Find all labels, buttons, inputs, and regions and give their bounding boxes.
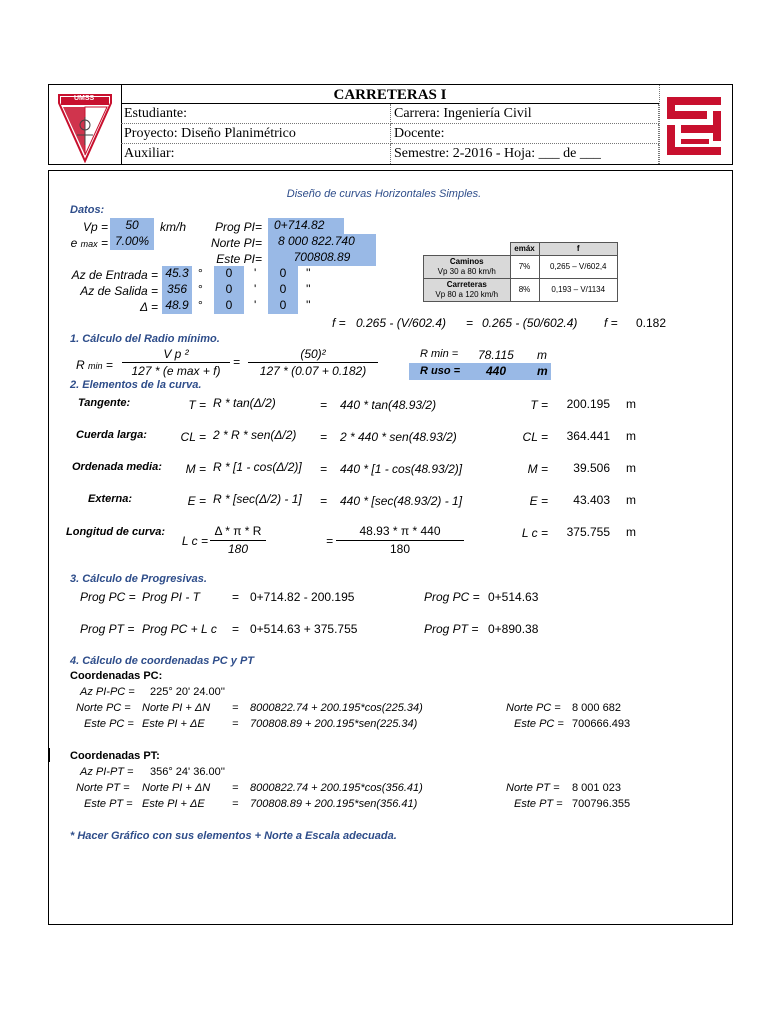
vp-label: Vp = xyxy=(82,220,108,234)
prog-pt-value: 0+890.38 xyxy=(488,622,539,636)
header-box xyxy=(48,84,733,165)
az-salida-sec-sym: '' xyxy=(306,282,311,296)
cuerda-subst: 2 * 440 * sen(48.93/2) xyxy=(340,430,457,444)
az-pi-pc-value: 225° 20' 24.00'' xyxy=(150,686,225,698)
ref-row-carreteras xyxy=(424,279,511,302)
emax-label-e: e xyxy=(70,236,78,250)
norte-pc-subst: 8000822.74 + 200.195*cos(225.34) xyxy=(250,702,423,714)
lc-num2: 48.93 * π * 440 xyxy=(359,524,441,538)
tangente-name: Tangente: xyxy=(78,397,131,409)
norte-pt-lhs: Norte PT = xyxy=(76,782,130,794)
az-entrada-deg-sym: ° xyxy=(198,266,203,280)
tangente-unit: m xyxy=(626,397,636,411)
footnote: * Hacer Gráfico con sus elementos + Norte a Escala adecuada. xyxy=(70,830,397,842)
prog-pt-subst: 0+514.63 + 375.755 xyxy=(250,622,358,636)
prog-pt-formula: Prog PC + L c xyxy=(142,622,217,636)
prog-pc-rlhs: Prog PC = xyxy=(424,590,480,604)
lc-sym: L c = xyxy=(181,534,208,548)
norte-pt-value: 8 001 023 xyxy=(572,782,621,794)
rmin-eq2: = xyxy=(233,355,241,369)
cuerda-eq: = xyxy=(320,430,328,444)
header-semestre: Semestre: 2-2016 - Hoja: ___ de ___ xyxy=(391,144,659,164)
ref-row-caminos-emax: 7% xyxy=(510,256,539,279)
prog-pc-subst: 0+714.82 - 200.195 xyxy=(250,590,355,604)
norte-pt-formula: Norte PI + ΔN xyxy=(142,782,211,794)
az-salida-min: 0 xyxy=(214,282,244,298)
delta-deg-sym: ° xyxy=(198,298,203,312)
cuerda-sym: CL = xyxy=(180,430,206,444)
ordenada-subst: 440 * [1 - cos(48.93/2)] xyxy=(340,462,463,476)
rmin-num2: (50)² xyxy=(300,347,326,361)
delta-sec-sym: '' xyxy=(306,298,311,312)
este-pt-formula: Este PI + ΔE xyxy=(142,798,205,810)
este-pi-label: Este PI= xyxy=(216,252,262,266)
norte-pc-eq: = xyxy=(232,702,239,714)
externa-name: Externa: xyxy=(88,493,133,505)
f-lhs: f = xyxy=(332,316,346,330)
este-pc-lhs: Este PC = xyxy=(84,718,134,730)
ref-header-emax: emáx xyxy=(510,243,539,256)
vp-value: 50 xyxy=(110,218,154,234)
ordenada-formula: R * [1 - cos(Δ/2)] xyxy=(213,460,302,474)
rmin-num: V p ² xyxy=(163,347,189,361)
externa-rsym: E = xyxy=(529,494,548,508)
f-subst: 0.265 - (50/602.4) xyxy=(482,316,578,330)
prog-pi-label: Prog PI= xyxy=(214,220,262,234)
norte-pc-formula: Norte PI + ΔN xyxy=(142,702,211,714)
rmin-den: 127 * (e max + f) xyxy=(131,364,221,378)
prog-pi-value: 0+714.82 xyxy=(268,218,344,234)
rmin-lhs xyxy=(76,358,113,372)
este-pt-lhs: Este PT = xyxy=(84,798,133,810)
reference-table xyxy=(423,242,618,302)
emax-label xyxy=(58,236,108,250)
ordenada-sym: M = xyxy=(185,462,206,476)
datos-heading: Datos: xyxy=(70,204,105,216)
tangente-eq: = xyxy=(320,398,328,412)
az-salida-deg-sym: ° xyxy=(198,282,203,296)
prog-pt-eq: = xyxy=(232,622,240,636)
coord-pt-heading: Coordenadas PT: xyxy=(70,750,160,762)
prog-pc-formula: Prog PI - T xyxy=(142,590,201,604)
tangente-value: 200.195 xyxy=(566,397,610,411)
delta-deg: 48.9 xyxy=(162,298,192,314)
prog-pt-rlhs: Prog PT = xyxy=(424,622,479,636)
norte-pi-label: Norte PI= xyxy=(210,236,262,250)
delta-sec: 0 xyxy=(268,298,298,314)
ruso-value: 440 xyxy=(486,364,507,378)
rmin-lhs-sub: min xyxy=(88,361,103,371)
tangente-subst: 440 * tan(48.93/2) xyxy=(340,398,437,412)
tangente-sym: T = xyxy=(188,398,206,412)
lc-eq: = xyxy=(326,534,334,548)
externa-eq: = xyxy=(320,494,328,508)
f-lhs2: f = xyxy=(604,316,618,330)
lc-name: Longitud de curva: xyxy=(66,526,165,538)
lc-unit: m xyxy=(626,525,636,539)
externa-value: 43.403 xyxy=(573,493,610,507)
este-pt-subst: 700808.89 + 200.195*sen(356.41) xyxy=(250,798,418,810)
umss-logo-text: UMSS xyxy=(74,95,95,102)
rmin-result-unit: m xyxy=(537,348,547,362)
delta-min-sym: ' xyxy=(254,298,257,312)
header-proyecto: Proyecto: Diseño Planimétrico xyxy=(121,124,391,144)
s3-heading: 3. Cálculo de Progresivas. xyxy=(70,573,207,585)
externa-unit: m xyxy=(626,493,636,507)
az-salida-sec: 0 xyxy=(268,282,298,298)
este-pi-value: 700808.89 xyxy=(268,250,376,266)
rmin-lhs-eq: = xyxy=(105,358,113,372)
ref-header-f: f xyxy=(539,243,618,256)
lc-den: 180 xyxy=(227,542,249,556)
ref-row-carreteras-range: Vp 80 a 120 km/h xyxy=(435,290,499,299)
ref-row-caminos-name: Caminos xyxy=(449,257,484,266)
ordenada-name: Ordenada media: xyxy=(72,461,162,473)
norte-pt-eq: = xyxy=(232,782,239,794)
emax-label-sub: max xyxy=(80,239,98,249)
rmin-den2: 127 * (0.07 + 0.182) xyxy=(259,364,367,378)
norte-pt-subst: 8000822.74 + 200.195*cos(356.41) xyxy=(250,782,423,794)
ref-row-caminos-f: 0,265 – V/602,4 xyxy=(539,256,618,279)
ordenada-eq: = xyxy=(320,462,328,476)
ordenada-unit: m xyxy=(626,461,636,475)
externa-subst: 440 * [sec(48.93/2) - 1] xyxy=(340,494,463,508)
este-pt-value: 700796.355 xyxy=(572,798,631,810)
vp-unit: km/h xyxy=(160,220,187,234)
rmin-lhs-r: R xyxy=(76,358,85,372)
umss-logo xyxy=(55,89,115,163)
doc-title: Diseño de curvas Horizontales Simples. xyxy=(286,188,482,200)
lc-num: Δ * π * R xyxy=(214,524,262,538)
header-carrera: Carrera: Ingeniería Civil xyxy=(391,104,659,124)
tangente-formula: R * tan(Δ/2) xyxy=(213,396,276,410)
tangente-rsym: T = xyxy=(530,398,548,412)
az-entrada-label: Az de Entrada = xyxy=(71,268,158,282)
norte-pi-value: 8 000 822.740 xyxy=(268,234,376,250)
az-salida-min-sym: ' xyxy=(254,282,257,296)
este-pc-formula: Este PI + ΔE xyxy=(142,718,205,730)
lc-rsym: L c = xyxy=(521,526,548,540)
f-formula: 0.265 - (V/602.4) xyxy=(356,316,447,330)
ref-row-carreteras-emax: 8% xyxy=(510,279,539,302)
emax-value: 7.00% xyxy=(110,234,154,250)
ref-row-carreteras-name: Carreteras xyxy=(446,280,487,289)
faculty-emblem-icon xyxy=(665,95,723,157)
rmin-result-value: 78.115 xyxy=(478,348,514,362)
cuerda-formula: 2 * R * sen(Δ/2) xyxy=(213,428,297,442)
header-docente: Docente: xyxy=(391,124,659,144)
norte-pc-rlhs: Norte PC = xyxy=(506,702,561,714)
ref-row-carreteras-f: 0,193 – V/1134 xyxy=(539,279,618,302)
cuerda-value: 364.441 xyxy=(566,429,610,443)
prog-pc-eq: = xyxy=(232,590,240,604)
este-pc-subst: 700808.89 + 200.195*sen(225.34) xyxy=(250,718,418,730)
az-entrada-sec: 0 xyxy=(268,266,298,282)
az-entrada-min: 0 xyxy=(214,266,244,282)
cuerda-rsym: CL = xyxy=(522,430,548,444)
este-pc-rlhs: Este PC = xyxy=(514,718,564,730)
header-auxiliar: Auxiliar: xyxy=(121,144,391,164)
s2-heading: 2. Elementos de la curva. xyxy=(70,379,202,391)
az-pi-pt-value: 356° 24' 36.00'' xyxy=(150,766,225,778)
f-eq: = xyxy=(466,316,474,330)
header-estudiante: Estudiante: xyxy=(121,104,391,124)
este-pt-rlhs: Este PT = xyxy=(514,798,563,810)
ruso-label: R uso = xyxy=(420,365,461,377)
prog-pt-lhs: Prog PT = xyxy=(80,622,135,636)
ref-header-blank xyxy=(424,243,511,256)
norte-pt-rlhs: Norte PT = xyxy=(506,782,560,794)
ordenada-value: 39.506 xyxy=(573,461,610,475)
lc-den2: 180 xyxy=(389,542,411,556)
az-entrada-sec-sym: '' xyxy=(306,266,311,280)
ordenada-rsym: M = xyxy=(527,462,548,476)
este-pc-eq: = xyxy=(232,718,239,730)
este-pc-value: 700666.493 xyxy=(572,718,631,730)
ruso-unit: m xyxy=(537,364,548,378)
prog-pc-lhs: Prog PC = xyxy=(80,590,136,604)
cuerda-name: Cuerda larga: xyxy=(76,429,147,441)
rmin-result-label: R min = xyxy=(420,348,459,360)
az-entrada-deg: 45.3 xyxy=(162,266,192,282)
az-salida-label: Az de Salida = xyxy=(80,284,158,298)
az-pi-pc-label: Az PI-PC = xyxy=(80,686,135,698)
faculty-logo xyxy=(665,95,723,157)
delta-label: Δ = xyxy=(140,300,158,314)
header-title: CARRETERAS I xyxy=(333,87,447,103)
prog-pc-value: 0+514.63 xyxy=(488,590,539,604)
emax-label-eq: = xyxy=(100,236,108,250)
az-salida-deg: 356 xyxy=(162,282,192,298)
ref-row-caminos-range: Vp 30 a 80 km/h xyxy=(437,267,496,276)
este-pt-eq: = xyxy=(232,798,239,810)
s1-heading: 1. Cálculo del Radio mínimo. xyxy=(70,333,220,345)
norte-pc-value: 8 000 682 xyxy=(572,702,621,714)
externa-formula: R * [sec(Δ/2) - 1] xyxy=(213,492,302,506)
lc-value: 375.755 xyxy=(566,525,610,539)
s4-heading: 4. Cálculo de coordenadas PC y PT xyxy=(70,655,254,667)
ref-row-caminos xyxy=(424,256,511,279)
az-pi-pt-label: Az PI-PT = xyxy=(80,766,134,778)
externa-sym: E = xyxy=(187,494,206,508)
f-result: 0.182 xyxy=(636,316,667,330)
az-entrada-min-sym: ' xyxy=(254,266,257,280)
cuerda-unit: m xyxy=(626,429,636,443)
norte-pc-lhs: Norte PC = xyxy=(76,702,131,714)
coord-pc-heading: Coordenadas PC: xyxy=(70,670,163,682)
delta-min: 0 xyxy=(214,298,244,314)
